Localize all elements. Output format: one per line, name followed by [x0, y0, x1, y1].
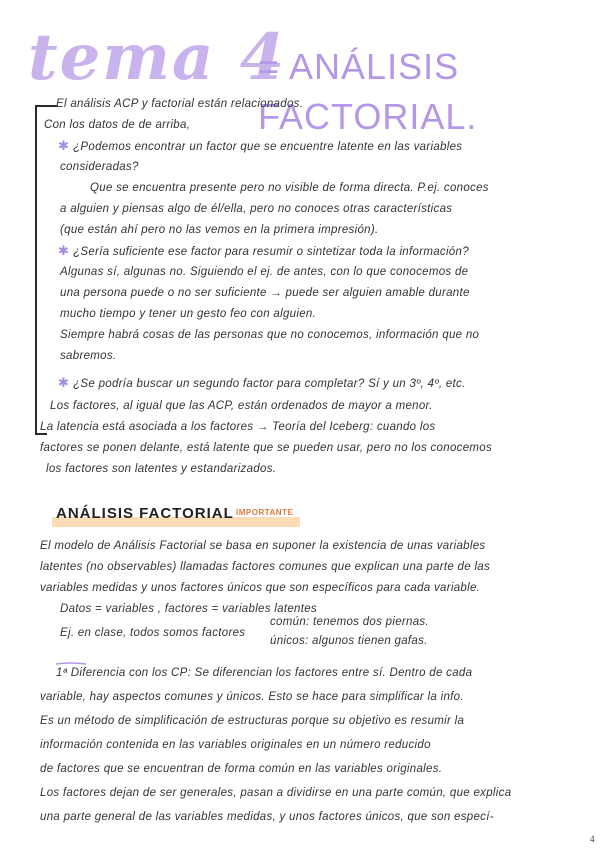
note-text: común: tenemos dos piernas. [270, 616, 429, 628]
note-text: El análisis ACP y factorial están relacionados. [56, 98, 304, 110]
note-line [60, 348, 116, 364]
note-text: Los factores, al igual que las ACP, están ordenados de mayor a menor. [50, 400, 433, 412]
note-text: ¿Sería suficiente ese factor para resumir o sintetizar toda la información? [73, 246, 469, 258]
note-text: Ej. en clase, todos somos factores [60, 627, 246, 639]
note-text: consideradas? [60, 161, 139, 173]
note-line [40, 809, 494, 825]
note-text: sabremos. [60, 350, 117, 362]
note-line [40, 689, 464, 705]
note-text: latentes (no observables) llamadas factores comunes que explican una parte de las [40, 561, 491, 573]
note-line [60, 327, 479, 343]
note-text: mucho tiempo y tener un gesto feo con alguien. [60, 308, 317, 320]
note-text: ¿Podemos encontrar un factor que se encuentre latente en las variables [73, 141, 463, 153]
note-line [90, 180, 489, 196]
note-text: factores se ponen delante, está latente que se pueden usar, pero no los conocemos [40, 442, 493, 454]
note-line [50, 398, 433, 414]
note-line [40, 785, 511, 801]
note-text: El modelo de Análisis Factorial se basa en suponer la existencia de unas variables [40, 540, 486, 552]
note-text: Siempre habrá cosas de las personas que no conocemos, información que no [60, 329, 480, 341]
bracket-left-line [35, 105, 37, 435]
note-text: Datos = variables , factores = variables latentes [60, 603, 317, 615]
note-line [60, 625, 245, 641]
note-line [60, 201, 452, 217]
note-text: a alguien y piensas algo de él/ella, pero no conoces otras características [60, 203, 453, 215]
note-text: ¿Se podría buscar un segundo factor para completar? Sí y un 3º, 4º, etc. [73, 378, 466, 390]
note-text: una persona puede o no ser suficiente → puede ser alguien amable durante [60, 287, 470, 299]
note-line [270, 614, 429, 630]
note-line [270, 633, 428, 649]
note-line [56, 96, 303, 112]
note-line [60, 264, 468, 280]
note-line [58, 138, 462, 155]
note-text: Con los datos de de arriba, [44, 119, 191, 131]
note-line [40, 419, 435, 435]
note-text: Los factores dejan de ser generales, pasan a dividirse en una parte común, que explica [40, 787, 512, 799]
note-line [56, 665, 472, 681]
note-line [60, 285, 470, 301]
note-text: variable, hay aspectos comunes y únicos. Esto se hace para simplificar la info. [40, 691, 464, 703]
important-badge: IMPORTANTE [236, 508, 294, 517]
note-line [40, 559, 490, 575]
bracket-top-line [35, 105, 57, 107]
note-line [58, 375, 466, 392]
note-text: La latencia está asociada a los factores → Teoría del Iceberg: cuando los [40, 421, 436, 433]
page-number: 4 [590, 834, 595, 844]
note-text: únicos: algunos tienen gafas. [270, 635, 428, 647]
note-line [40, 440, 492, 456]
note-line [60, 159, 139, 175]
note-line [40, 713, 464, 729]
title-tema: tema 4 [28, 20, 287, 95]
section-title: ANÁLISIS FACTORIAL [56, 505, 234, 522]
note-text: (que están ahí pero no las vemos en la primera impresión). [60, 224, 379, 236]
underline-mark [56, 662, 86, 665]
note-line [40, 737, 431, 753]
note-text: una parte general de las variables medidas, y unos factores únicos, que son especí- [40, 811, 494, 823]
star-bullet-icon: ✱ [58, 375, 74, 390]
note-text: Es un método de simplificación de estructuras porque su objetivo es resumir la [40, 715, 465, 727]
title-analisis-factorial: = ANÁLISIS FACTORIAL. [258, 46, 478, 137]
note-line [40, 538, 485, 554]
note-text: Algunas sí, algunas no. Siguiendo el ej. de antes, con lo que conocemos de [60, 266, 469, 278]
note-line [60, 306, 316, 322]
star-bullet-icon: ✱ [58, 243, 74, 258]
note-line [40, 761, 442, 777]
note-line [44, 117, 190, 133]
note-line [60, 222, 378, 238]
note-text: Que se encuentra presente pero no visible de forma directa. P.ej. conoces [90, 182, 489, 194]
note-text: información contenida en las variables originales en un número reducido [40, 739, 431, 751]
note-text: de factores que se encuentran de forma común en las variables originales. [40, 763, 443, 775]
note-text: 1ª Diferencia con los CP: Se diferencian los factores entre sí. Dentro de cada [56, 667, 473, 679]
star-bullet-icon: ✱ [58, 138, 74, 153]
note-line [46, 461, 276, 477]
note-text: variables medidas y unos factores únicos que son específicos para cada variable. [40, 582, 481, 594]
note-text: los factores son latentes y estandarizados. [46, 463, 277, 475]
note-line [58, 243, 469, 260]
note-line [40, 580, 480, 596]
